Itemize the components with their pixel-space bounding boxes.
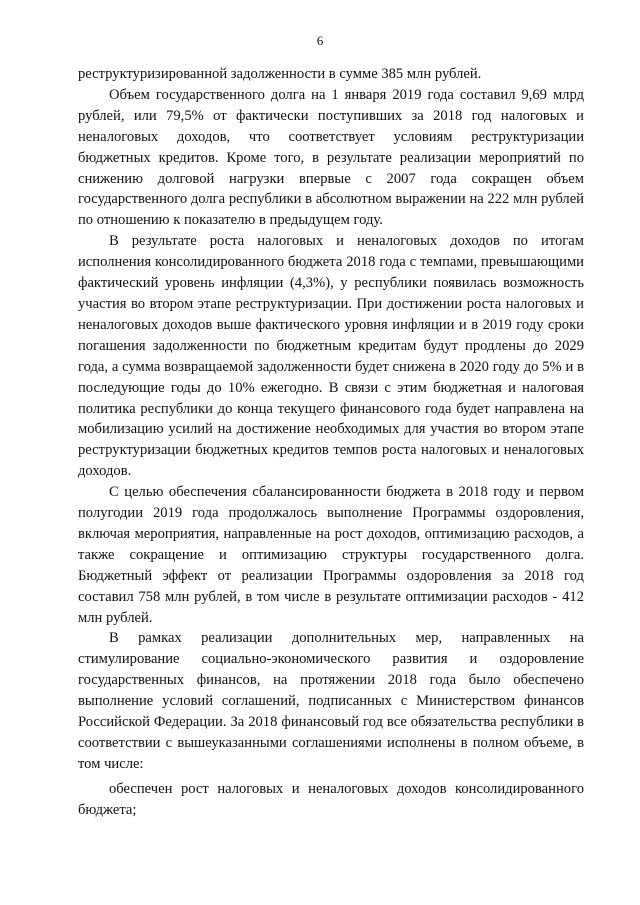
paragraph-4: С целью обеспечения сбалансированности бюджета в 2018 году и первом полугодии 2019 года продолжалось выполнение Программы оздоровления, включая мероприятия, направленные на рост доходов, оптимизацию расходов, а также сокращение и оптимизацию структуры государственного долга. Бюджетный эффект от реализации Программы оздоровления за 2018 год составил 758 млн рублей, в том числе в результате оптимизации расходов - 412 млн рублей. [78, 484, 584, 626]
paragraph-2: Объем государственного долга на 1 января 2019 года составил 9,69 млрд рублей, или 79,5% от фактически поступивших за 2018 год налоговых и неналоговых доходов, что соответствует условиям реструктуризации бюджетных кредитов. Кроме того, в результате реализации мероприятий по снижению долговой нагрузки впервые с 2007 года сокращен объем государственного долга республики в абсолютном выражении на 222 млн рублей по отношению к показателю в предыдущем году. [78, 86, 584, 229]
paragraph-1: реструктуризированной задолженности в сумме 385 млн рублей. [78, 66, 482, 82]
paragraph-6: обеспечен рост налоговых и неналоговых доходов консолидированного бюджета; [78, 780, 584, 818]
paragraph-3: В результате роста налоговых и неналоговых доходов по итогам исполнения консолидированного бюджета 2018 года с темпами, превышающими фактический уровень инфляции (4,3%), у республики появилась возможность участия во втором этапе реструктуризации. При достижении роста налоговых и неналоговых доходов выше фактического уровня инфляции и в 2019 году сроки погашения задолженности по бюджетным кредитам будут продлены до 2029 года, а сумма возвращаемой задолженности будет снижена в 2020 году до 5% и в последующие годы до 10% ежегодно. В связи с этим бюджетная и налоговая политика республики до конца текущего финансового года будет направлена на мобилизацию усилий на достижение необходимых для участия во втором этапе реструктуризации бюджетных кредитов темпов роста налоговых и неналоговых доходов. [78, 233, 584, 480]
page-number: 6 [316, 33, 324, 48]
document-body [78, 64, 584, 821]
paragraph-5: В рамках реализации дополнительных мер, направленных на стимулирование социально-экономического развития и оздоровление государственных финансов, на протяжении 2018 года было обеспечено выполнение условий соглашений, подписанных с Министерством финансов Российской Федерации. За 2018 финансовый год все обязательства республики в соответствии с вышеуказанными соглашениями исполнены в полном объеме, в том числе: [78, 630, 584, 772]
